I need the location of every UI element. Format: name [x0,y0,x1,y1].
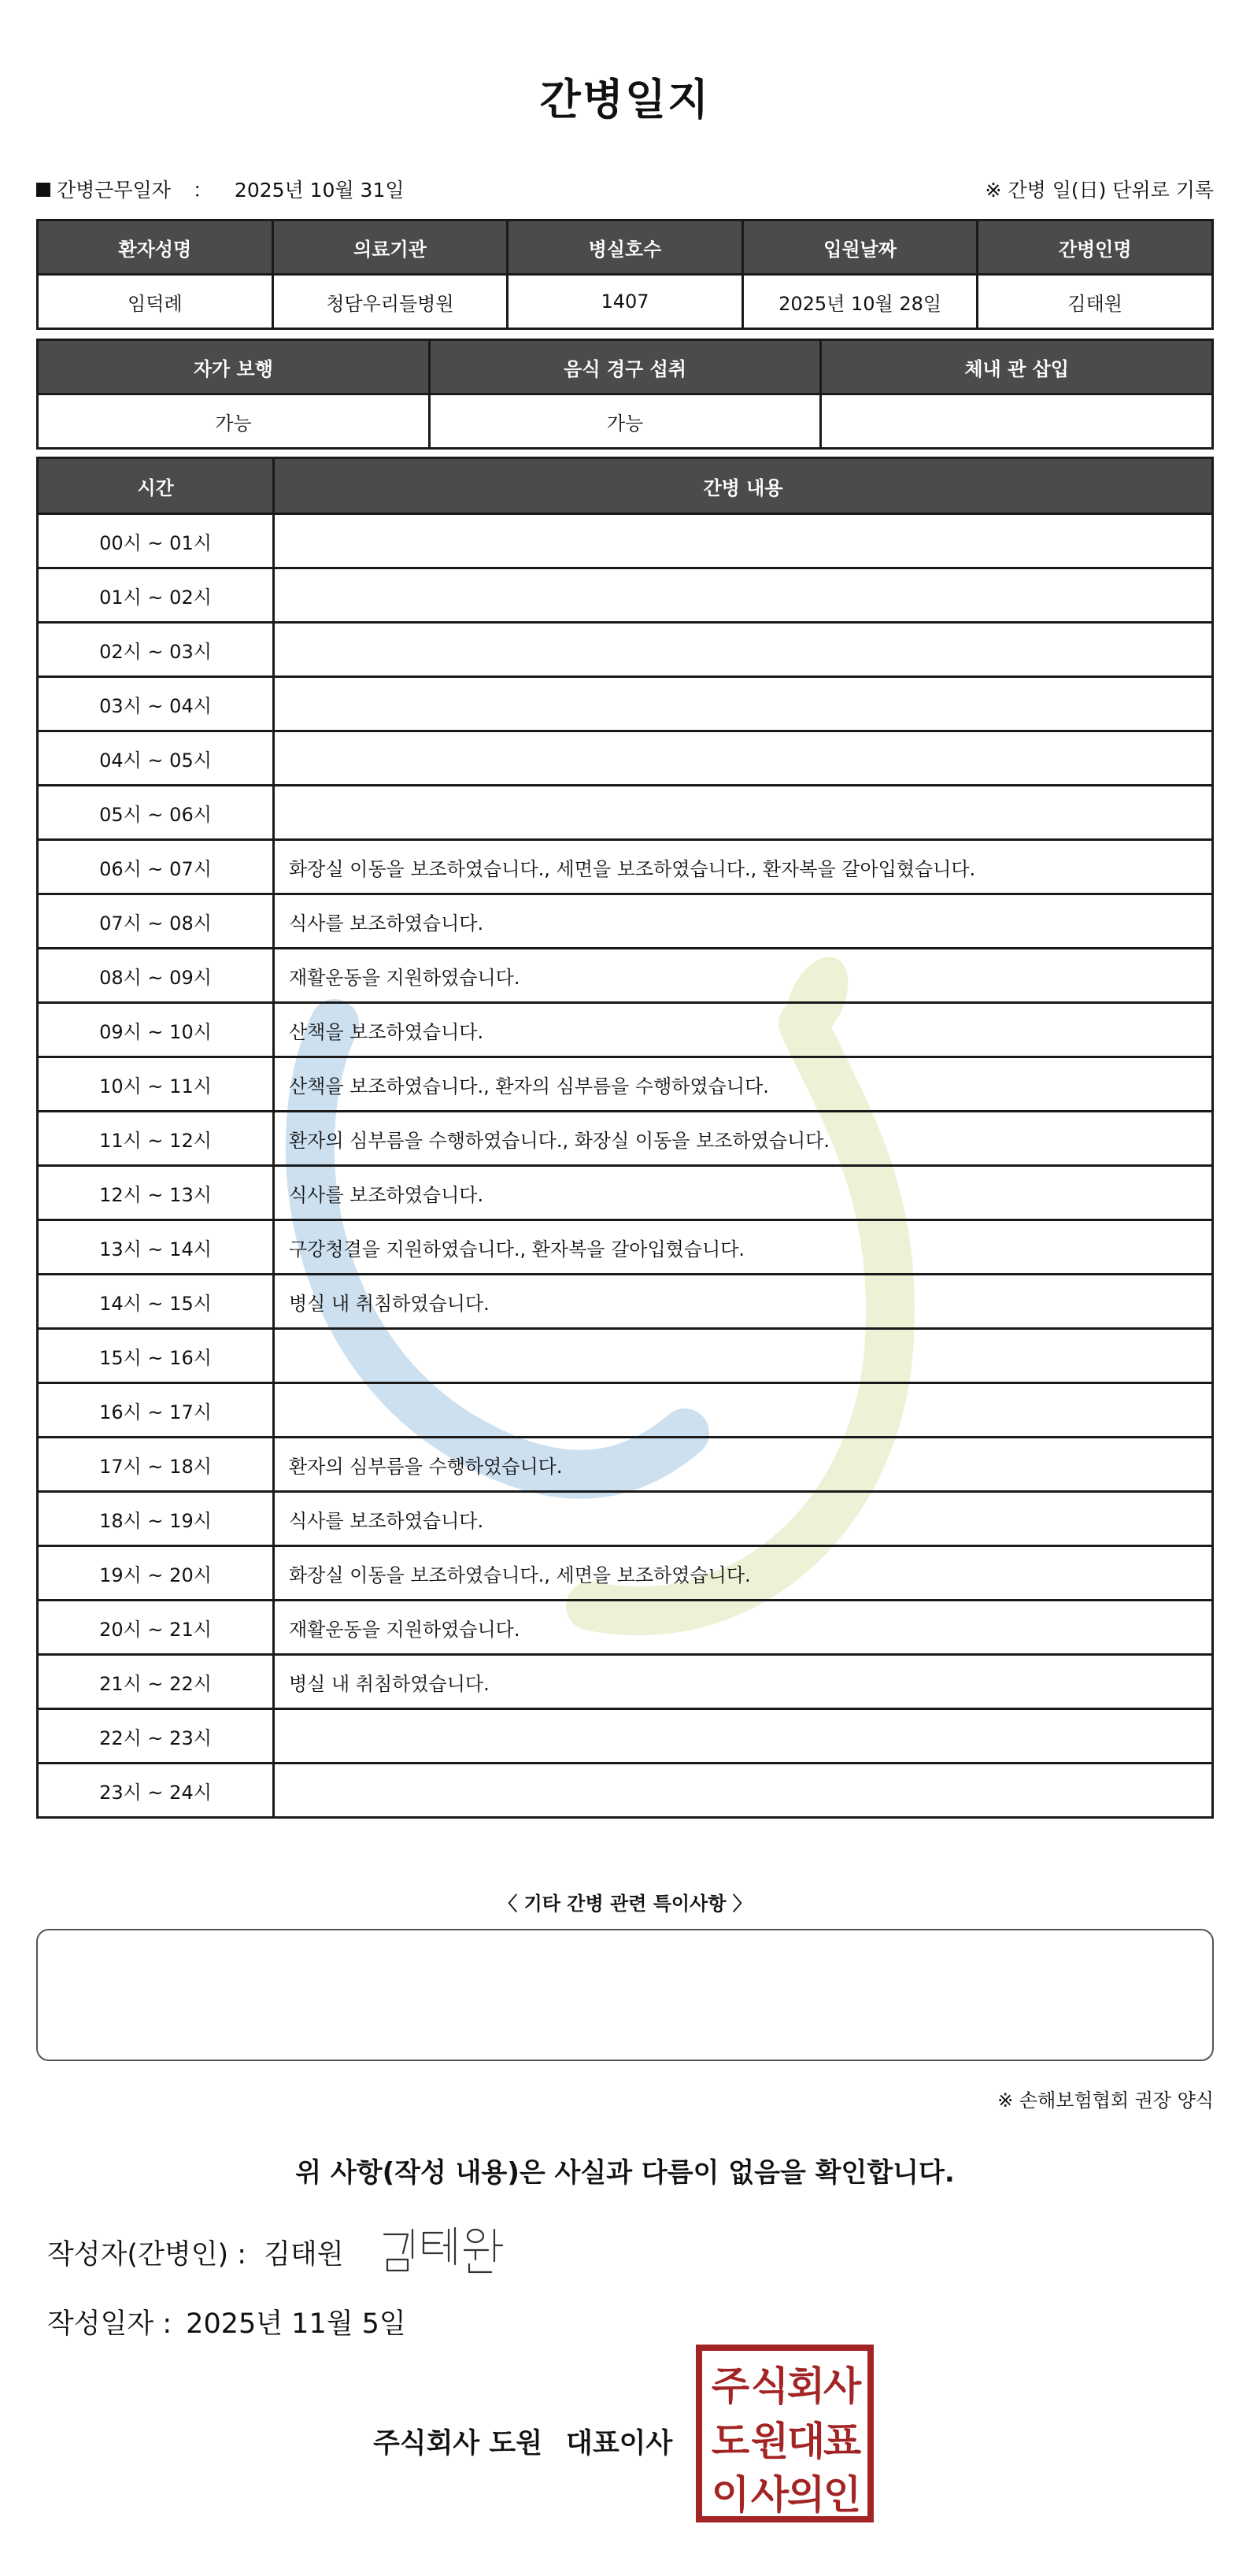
care-content [274,731,1213,786]
tube-insertion-value [821,394,1213,449]
svg-text:이: 이 [711,2472,750,2518]
header-oral-intake: 음식 경구 섭취 [429,340,821,394]
table-row [38,1112,1213,1166]
table-row [38,1709,1213,1764]
time-slot: 06시 ~ 07시 [38,840,274,894]
table-row [38,1275,1213,1329]
table-row [38,1166,1213,1220]
writer-label: 작성자(간병인) : [47,2239,247,2271]
header-care-content: 간병 내용 [274,458,1213,514]
time-slot: 21시 ~ 22시 [38,1655,274,1709]
written-date-line [47,2302,406,2341]
time-slot: 08시 ~ 09시 [38,949,274,1003]
care-content [274,677,1213,731]
table-row [38,514,1213,568]
header-room-number: 병실호수 [508,220,743,275]
time-slot: 02시 ~ 03시 [38,623,274,677]
daily-record-note: ※ 간병 일(日) 단위로 기록 [985,179,1214,202]
table-row [38,949,1213,1003]
work-date-value: 2025년 10월 31일 [234,179,405,202]
svg-text:대: 대 [786,2419,826,2464]
care-content: 식사를 보조하였습니다. [274,894,1213,949]
confirmation-statement: 위 사항(작성 내용)은 사실과 다름이 없음을 확인합니다. [295,2157,955,2189]
svg-text:도: 도 [711,2419,750,2464]
svg-text:인: 인 [823,2472,862,2518]
care-content [274,1383,1213,1438]
svg-text:원: 원 [750,2419,790,2464]
company-line [373,2422,672,2461]
table-row [38,677,1213,731]
care-content [274,1709,1213,1764]
table-row [38,731,1213,786]
time-slot: 04시 ~ 05시 [38,731,274,786]
time-slot: 03시 ~ 04시 [38,677,274,731]
time-slot: 07시 ~ 08시 [38,894,274,949]
time-slot: 22시 ~ 23시 [38,1709,274,1764]
table-row [38,1601,1213,1655]
time-slot: 23시 ~ 24시 [38,1764,274,1818]
room-number: 1407 [508,275,743,329]
svg-text:의: 의 [786,2472,826,2518]
care-content: 산책을 보조하였습니다. [274,1003,1213,1057]
header-hospital: 의료기관 [272,220,508,275]
table-row [38,1438,1213,1492]
work-date-label: 간병근무일자 [57,179,171,202]
time-slot: 11시 ~ 12시 [38,1112,274,1166]
header-time: 시간 [38,458,274,514]
svg-text:사: 사 [750,2472,790,2518]
svg-text:식: 식 [750,2363,790,2409]
handwritten-signature [376,2222,510,2277]
seal-characters [712,2363,862,2518]
care-content: 재활운동을 지원하였습니다. [274,949,1213,1003]
time-slot: 20시 ~ 21시 [38,1601,274,1655]
work-date-sep: ： [192,179,213,202]
time-slot: 15시 ~ 16시 [38,1329,274,1383]
time-slot: 16시 ~ 17시 [38,1383,274,1438]
care-content: 화장실 이동을 보조하였습니다., 세면을 보조하였습니다. [274,1546,1213,1601]
company-name: 주식회사 도원 [373,2428,543,2459]
table-row [38,840,1213,894]
header-patient-name: 환자성명 [38,220,273,275]
care-content [274,568,1213,623]
svg-text:회: 회 [786,2363,826,2409]
care-content [274,1329,1213,1383]
representative-title: 대표이사 [566,2428,673,2459]
table-row [38,1003,1213,1057]
care-log-table [36,457,1214,1819]
time-slot: 01시 ~ 02시 [38,568,274,623]
remarks-heading: 〈 기타 간병 관련 특이사항 〉 [498,1893,752,1915]
meta-row [36,175,1214,206]
time-slot: 00시 ~ 01시 [38,514,274,568]
time-slot: 18시 ~ 19시 [38,1492,274,1546]
admission-date: 2025년 10월 28일 [742,275,978,329]
time-slot: 14시 ~ 15시 [38,1275,274,1329]
care-content: 구강청결을 지원하였습니다., 환자복을 갈아입혔습니다. [274,1220,1213,1275]
time-slot: 10시 ~ 11시 [38,1057,274,1112]
table-row [38,568,1213,623]
table-row [38,1546,1213,1601]
svg-text:주: 주 [711,2363,750,2409]
patient-status-table [36,339,1214,450]
writer-name: 김태원 [264,2239,344,2271]
patient-name: 임덕례 [38,275,273,329]
table-row [38,1220,1213,1275]
table-row [38,1492,1213,1546]
table-row [38,894,1213,949]
square-bullet-icon [36,183,50,197]
care-content: 식사를 보조하였습니다. [274,1166,1213,1220]
written-date-value: 2025년 11월 5일 [186,2308,406,2340]
table-row [38,786,1213,840]
table-row [38,1383,1213,1438]
care-content: 재활운동을 지원하였습니다. [274,1601,1213,1655]
header-admission-date: 입원날짜 [742,220,978,275]
header-caregiver-name: 간병인명 [978,220,1213,275]
care-content: 병실 내 취침하였습니다. [274,1275,1213,1329]
form-source-note: ※ 손해보험협회 권장 양식 [997,2089,1214,2112]
care-content: 산책을 보조하였습니다., 환자의 심부름을 수행하였습니다. [274,1057,1213,1112]
time-slot: 17시 ~ 18시 [38,1438,274,1492]
time-slot: 13시 ~ 14시 [38,1220,274,1275]
self-walking-value: 가능 [38,394,430,449]
caregiver-name: 김태원 [978,275,1213,329]
patient-info-table [36,219,1214,330]
written-date-label: 작성일자 : [47,2308,172,2340]
care-content: 식사를 보조하였습니다. [274,1492,1213,1546]
care-content: 환자의 심부름을 수행하였습니다. [274,1438,1213,1492]
care-content [274,786,1213,840]
table-row [38,623,1213,677]
care-content: 화장실 이동을 보조하였습니다., 세면을 보조하였습니다., 환자복을 갈아입혔습니다. [274,840,1213,894]
header-self-walking: 자가 보행 [38,340,430,394]
svg-text:사: 사 [823,2363,862,2409]
care-content: 환자의 심부름을 수행하였습니다., 화장실 이동을 보조하였습니다. [274,1112,1213,1166]
care-content [274,514,1213,568]
table-row [38,1329,1213,1383]
time-slot: 05시 ~ 06시 [38,786,274,840]
hospital-name: 청담우리들병원 [272,275,508,329]
care-content [274,1764,1213,1818]
care-content [274,623,1213,677]
writer-line [47,2233,344,2272]
header-tube-insertion: 체내 관 삽입 [821,340,1213,394]
table-row [38,1057,1213,1112]
time-slot: 09시 ~ 10시 [38,1003,274,1057]
page-title: 간병일지 [539,75,711,124]
oral-intake-value: 가능 [429,394,821,449]
work-date [36,175,405,203]
time-slot: 19시 ~ 20시 [38,1546,274,1601]
table-row [38,1764,1213,1818]
svg-text:표: 표 [823,2419,862,2464]
table-row [38,1655,1213,1709]
care-content: 병실 내 취침하였습니다. [274,1655,1213,1709]
company-seal-stamp [696,2345,874,2522]
time-slot: 12시 ~ 13시 [38,1166,274,1220]
remarks-box [36,1929,1214,2061]
